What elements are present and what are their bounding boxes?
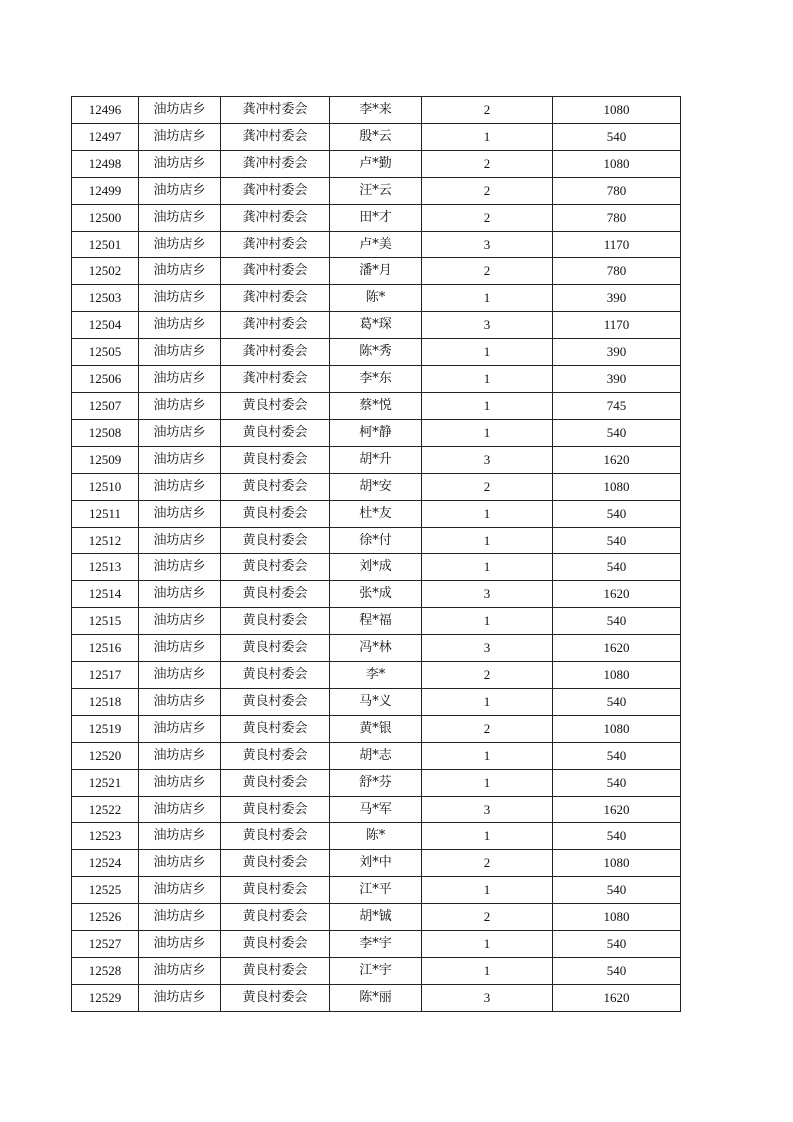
table-row <box>72 931 681 958</box>
name-cell: 马*义 <box>330 688 422 715</box>
township-cell: 油坊店乡 <box>139 823 221 850</box>
household-size-cell: 2 <box>422 177 553 204</box>
household-size-cell: 3 <box>422 312 553 339</box>
serial-number-cell: 12511 <box>72 500 139 527</box>
township-cell: 油坊店乡 <box>139 715 221 742</box>
township-cell: 油坊店乡 <box>139 688 221 715</box>
serial-number-cell: 12514 <box>72 581 139 608</box>
serial-number-cell: 12497 <box>72 123 139 150</box>
household-size-cell: 3 <box>422 231 553 258</box>
serial-number-cell: 12518 <box>72 688 139 715</box>
household-size-cell: 2 <box>422 258 553 285</box>
serial-number-cell: 12501 <box>72 231 139 258</box>
township-cell: 油坊店乡 <box>139 285 221 312</box>
table-row <box>72 554 681 581</box>
name-cell: 陈* <box>330 823 422 850</box>
name-cell: 杜*友 <box>330 500 422 527</box>
amount-cell: 390 <box>553 366 681 393</box>
household-size-cell: 1 <box>422 339 553 366</box>
household-size-cell: 1 <box>422 500 553 527</box>
township-cell: 油坊店乡 <box>139 931 221 958</box>
name-cell: 卢*勤 <box>330 150 422 177</box>
township-cell: 油坊店乡 <box>139 850 221 877</box>
table-row <box>72 312 681 339</box>
table-row <box>72 285 681 312</box>
table-row <box>72 527 681 554</box>
township-cell: 油坊店乡 <box>139 150 221 177</box>
household-size-cell: 2 <box>422 904 553 931</box>
serial-number-cell: 12503 <box>72 285 139 312</box>
amount-cell: 780 <box>553 258 681 285</box>
name-cell: 张*成 <box>330 581 422 608</box>
household-size-cell: 2 <box>422 204 553 231</box>
township-cell: 油坊店乡 <box>139 177 221 204</box>
serial-number-cell: 12506 <box>72 366 139 393</box>
serial-number-cell: 12525 <box>72 877 139 904</box>
amount-cell: 1620 <box>553 581 681 608</box>
household-size-cell: 2 <box>422 97 553 124</box>
name-cell: 刘*成 <box>330 554 422 581</box>
serial-number-cell: 12527 <box>72 931 139 958</box>
township-cell: 油坊店乡 <box>139 662 221 689</box>
serial-number-cell: 12516 <box>72 635 139 662</box>
township-cell: 油坊店乡 <box>139 123 221 150</box>
name-cell: 程*福 <box>330 608 422 635</box>
name-cell: 葛*琛 <box>330 312 422 339</box>
household-size-cell: 2 <box>422 662 553 689</box>
serial-number-cell: 12505 <box>72 339 139 366</box>
village-committee-cell: 黄良村委会 <box>221 419 330 446</box>
village-committee-cell: 黄良村委会 <box>221 742 330 769</box>
village-committee-cell: 黄良村委会 <box>221 850 330 877</box>
table-row <box>72 958 681 985</box>
roster-table <box>71 96 681 1012</box>
village-committee-cell: 龚冲村委会 <box>221 150 330 177</box>
village-committee-cell: 黄良村委会 <box>221 823 330 850</box>
table-row <box>72 339 681 366</box>
name-cell: 陈* <box>330 285 422 312</box>
township-cell: 油坊店乡 <box>139 258 221 285</box>
township-cell: 油坊店乡 <box>139 500 221 527</box>
village-committee-cell: 黄良村委会 <box>221 581 330 608</box>
name-cell: 徐*付 <box>330 527 422 554</box>
serial-number-cell: 12520 <box>72 742 139 769</box>
serial-number-cell: 12508 <box>72 419 139 446</box>
village-committee-cell: 龚冲村委会 <box>221 177 330 204</box>
table-row <box>72 177 681 204</box>
amount-cell: 540 <box>553 688 681 715</box>
amount-cell: 540 <box>553 769 681 796</box>
household-size-cell: 1 <box>422 392 553 419</box>
table-row <box>72 97 681 124</box>
name-cell: 卢*美 <box>330 231 422 258</box>
serial-number-cell: 12500 <box>72 204 139 231</box>
name-cell: 马*军 <box>330 796 422 823</box>
name-cell: 田*才 <box>330 204 422 231</box>
name-cell: 冯*林 <box>330 635 422 662</box>
table-row <box>72 608 681 635</box>
village-committee-cell: 龚冲村委会 <box>221 339 330 366</box>
village-committee-cell: 黄良村委会 <box>221 554 330 581</box>
township-cell: 油坊店乡 <box>139 877 221 904</box>
household-size-cell: 1 <box>422 958 553 985</box>
household-size-cell: 2 <box>422 150 553 177</box>
township-cell: 油坊店乡 <box>139 769 221 796</box>
serial-number-cell: 12526 <box>72 904 139 931</box>
table-row <box>72 742 681 769</box>
household-size-cell: 1 <box>422 123 553 150</box>
serial-number-cell: 12517 <box>72 662 139 689</box>
name-cell: 蔡*悦 <box>330 392 422 419</box>
amount-cell: 1080 <box>553 662 681 689</box>
township-cell: 油坊店乡 <box>139 231 221 258</box>
name-cell: 李*来 <box>330 97 422 124</box>
household-size-cell: 1 <box>422 527 553 554</box>
household-size-cell: 1 <box>422 769 553 796</box>
serial-number-cell: 12515 <box>72 608 139 635</box>
name-cell: 胡*升 <box>330 446 422 473</box>
household-size-cell: 1 <box>422 823 553 850</box>
household-size-cell: 2 <box>422 715 553 742</box>
household-size-cell: 1 <box>422 419 553 446</box>
village-committee-cell: 黄良村委会 <box>221 662 330 689</box>
village-committee-cell: 黄良村委会 <box>221 446 330 473</box>
serial-number-cell: 12507 <box>72 392 139 419</box>
amount-cell: 540 <box>553 419 681 446</box>
serial-number-cell: 12524 <box>72 850 139 877</box>
amount-cell: 540 <box>553 500 681 527</box>
household-size-cell: 3 <box>422 635 553 662</box>
household-size-cell: 2 <box>422 473 553 500</box>
household-size-cell: 3 <box>422 796 553 823</box>
township-cell: 油坊店乡 <box>139 312 221 339</box>
village-committee-cell: 黄良村委会 <box>221 877 330 904</box>
amount-cell: 390 <box>553 339 681 366</box>
village-committee-cell: 黄良村委会 <box>221 769 330 796</box>
village-committee-cell: 黄良村委会 <box>221 958 330 985</box>
household-size-cell: 3 <box>422 446 553 473</box>
amount-cell: 540 <box>553 123 681 150</box>
household-size-cell: 1 <box>422 608 553 635</box>
roster-table-body <box>72 97 681 1012</box>
table-row <box>72 823 681 850</box>
village-committee-cell: 龚冲村委会 <box>221 204 330 231</box>
village-committee-cell: 龚冲村委会 <box>221 312 330 339</box>
name-cell: 刘*中 <box>330 850 422 877</box>
amount-cell: 1080 <box>553 473 681 500</box>
name-cell: 李*宇 <box>330 931 422 958</box>
township-cell: 油坊店乡 <box>139 635 221 662</box>
amount-cell: 540 <box>553 958 681 985</box>
township-cell: 油坊店乡 <box>139 742 221 769</box>
serial-number-cell: 12529 <box>72 984 139 1011</box>
amount-cell: 780 <box>553 204 681 231</box>
name-cell: 胡*铖 <box>330 904 422 931</box>
township-cell: 油坊店乡 <box>139 419 221 446</box>
amount-cell: 1170 <box>553 231 681 258</box>
name-cell: 江*宇 <box>330 958 422 985</box>
village-committee-cell: 龚冲村委会 <box>221 366 330 393</box>
village-committee-cell: 黄良村委会 <box>221 635 330 662</box>
household-size-cell: 2 <box>422 850 553 877</box>
village-committee-cell: 黄良村委会 <box>221 984 330 1011</box>
village-committee-cell: 黄良村委会 <box>221 931 330 958</box>
table-row <box>72 419 681 446</box>
household-size-cell: 3 <box>422 984 553 1011</box>
amount-cell: 540 <box>553 554 681 581</box>
serial-number-cell: 12509 <box>72 446 139 473</box>
village-committee-cell: 黄良村委会 <box>221 904 330 931</box>
table-row <box>72 635 681 662</box>
amount-cell: 780 <box>553 177 681 204</box>
village-committee-cell: 黄良村委会 <box>221 392 330 419</box>
village-committee-cell: 龚冲村委会 <box>221 123 330 150</box>
name-cell: 陈*丽 <box>330 984 422 1011</box>
village-committee-cell: 龚冲村委会 <box>221 258 330 285</box>
household-size-cell: 1 <box>422 688 553 715</box>
township-cell: 油坊店乡 <box>139 204 221 231</box>
household-size-cell: 1 <box>422 554 553 581</box>
table-row <box>72 392 681 419</box>
township-cell: 油坊店乡 <box>139 473 221 500</box>
household-size-cell: 1 <box>422 742 553 769</box>
table-row <box>72 446 681 473</box>
amount-cell: 1620 <box>553 635 681 662</box>
village-committee-cell: 龚冲村委会 <box>221 231 330 258</box>
name-cell: 柯*静 <box>330 419 422 446</box>
name-cell: 潘*月 <box>330 258 422 285</box>
name-cell: 李*东 <box>330 366 422 393</box>
township-cell: 油坊店乡 <box>139 97 221 124</box>
serial-number-cell: 12522 <box>72 796 139 823</box>
name-cell: 黄*银 <box>330 715 422 742</box>
serial-number-cell: 12498 <box>72 150 139 177</box>
table-row <box>72 500 681 527</box>
village-committee-cell: 黄良村委会 <box>221 500 330 527</box>
amount-cell: 1170 <box>553 312 681 339</box>
serial-number-cell: 12496 <box>72 97 139 124</box>
table-row <box>72 662 681 689</box>
amount-cell: 540 <box>553 823 681 850</box>
amount-cell: 540 <box>553 931 681 958</box>
serial-number-cell: 12499 <box>72 177 139 204</box>
table-row <box>72 258 681 285</box>
village-committee-cell: 龚冲村委会 <box>221 97 330 124</box>
household-size-cell: 1 <box>422 366 553 393</box>
table-row <box>72 877 681 904</box>
name-cell: 胡*志 <box>330 742 422 769</box>
name-cell: 舒*芬 <box>330 769 422 796</box>
table-row <box>72 204 681 231</box>
township-cell: 油坊店乡 <box>139 392 221 419</box>
table-row <box>72 231 681 258</box>
amount-cell: 1080 <box>553 97 681 124</box>
village-committee-cell: 龚冲村委会 <box>221 285 330 312</box>
township-cell: 油坊店乡 <box>139 554 221 581</box>
township-cell: 油坊店乡 <box>139 366 221 393</box>
amount-cell: 1080 <box>553 904 681 931</box>
table-row <box>72 150 681 177</box>
name-cell: 江*平 <box>330 877 422 904</box>
serial-number-cell: 12523 <box>72 823 139 850</box>
serial-number-cell: 12519 <box>72 715 139 742</box>
household-size-cell: 1 <box>422 285 553 312</box>
serial-number-cell: 12521 <box>72 769 139 796</box>
name-cell: 李* <box>330 662 422 689</box>
name-cell: 殷*云 <box>330 123 422 150</box>
name-cell: 胡*安 <box>330 473 422 500</box>
name-cell: 陈*秀 <box>330 339 422 366</box>
table-row <box>72 796 681 823</box>
table-row <box>72 850 681 877</box>
amount-cell: 540 <box>553 608 681 635</box>
serial-number-cell: 12504 <box>72 312 139 339</box>
table-row <box>72 715 681 742</box>
township-cell: 油坊店乡 <box>139 796 221 823</box>
household-size-cell: 3 <box>422 581 553 608</box>
table-row <box>72 123 681 150</box>
township-cell: 油坊店乡 <box>139 904 221 931</box>
township-cell: 油坊店乡 <box>139 446 221 473</box>
village-committee-cell: 黄良村委会 <box>221 608 330 635</box>
township-cell: 油坊店乡 <box>139 958 221 985</box>
amount-cell: 540 <box>553 877 681 904</box>
table-row <box>72 688 681 715</box>
serial-number-cell: 12512 <box>72 527 139 554</box>
township-cell: 油坊店乡 <box>139 984 221 1011</box>
amount-cell: 1080 <box>553 715 681 742</box>
table-row <box>72 904 681 931</box>
township-cell: 油坊店乡 <box>139 608 221 635</box>
table-row <box>72 473 681 500</box>
village-committee-cell: 黄良村委会 <box>221 715 330 742</box>
table-row <box>72 984 681 1011</box>
table-row <box>72 366 681 393</box>
village-committee-cell: 黄良村委会 <box>221 527 330 554</box>
amount-cell: 1080 <box>553 850 681 877</box>
amount-cell: 1620 <box>553 446 681 473</box>
amount-cell: 540 <box>553 527 681 554</box>
amount-cell: 1080 <box>553 150 681 177</box>
amount-cell: 540 <box>553 742 681 769</box>
amount-cell: 390 <box>553 285 681 312</box>
serial-number-cell: 12510 <box>72 473 139 500</box>
amount-cell: 1620 <box>553 796 681 823</box>
village-committee-cell: 黄良村委会 <box>221 688 330 715</box>
serial-number-cell: 12528 <box>72 958 139 985</box>
name-cell: 汪*云 <box>330 177 422 204</box>
amount-cell: 745 <box>553 392 681 419</box>
household-size-cell: 1 <box>422 877 553 904</box>
household-size-cell: 1 <box>422 931 553 958</box>
amount-cell: 1620 <box>553 984 681 1011</box>
serial-number-cell: 12502 <box>72 258 139 285</box>
table-row <box>72 581 681 608</box>
table-row <box>72 769 681 796</box>
village-committee-cell: 黄良村委会 <box>221 473 330 500</box>
serial-number-cell: 12513 <box>72 554 139 581</box>
township-cell: 油坊店乡 <box>139 527 221 554</box>
village-committee-cell: 黄良村委会 <box>221 796 330 823</box>
township-cell: 油坊店乡 <box>139 581 221 608</box>
township-cell: 油坊店乡 <box>139 339 221 366</box>
